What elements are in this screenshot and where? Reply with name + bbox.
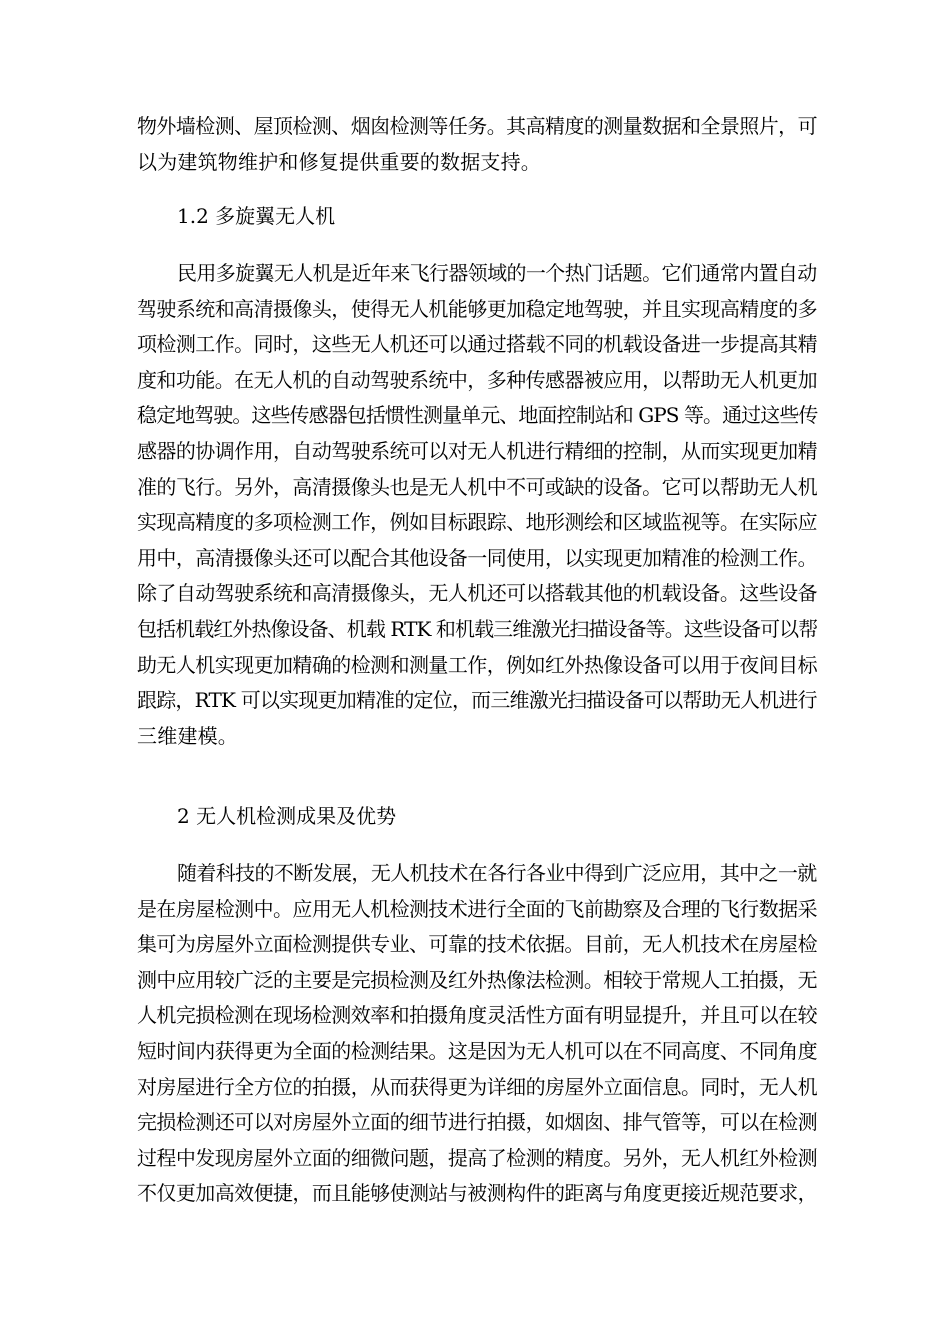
text-line: 不仅更加高效便捷，而且能够使测站与被测构件的距离与角度更接近规范要求， — [137, 1181, 817, 1206]
text-line: 民用多旋翼无人机是近年来飞行器领域的一个热门话题。它们通常内置自动 — [177, 261, 817, 285]
text-line: 准的飞行。另外，高清摄像头也是无人机中不可或缺的设备。它可以帮助无人机 — [137, 474, 817, 499]
text-line: 用中，高清摄像头还可以配合其他设备一同使用，以实现更加精准的检测工作。 — [137, 545, 817, 570]
paragraph-1-2 — [137, 256, 817, 754]
text-line: 稳定地驾驶。这些传感器包括惯性测量单元、地面控制站和 GPS 等。通过这些传 — [137, 403, 818, 428]
text-line: 随着科技的不断发展，无人机技术在各行各业中得到广泛应用，其中之一就 — [177, 861, 817, 885]
text-line: 对房屋进行全方位的拍摄，从而获得更为详细的房屋外立面信息。同时，无人机 — [137, 1074, 817, 1099]
paragraph-top — [137, 109, 817, 180]
text-line: 除了自动驾驶系统和高清摄像头，无人机还可以搭载其他的机载设备。这些设备 — [137, 581, 817, 606]
text-line: 三维建模。 — [137, 723, 238, 748]
text-line: 度和功能。在无人机的自动驾驶系统中，多种传感器被应用，以帮助无人机更加 — [137, 367, 817, 392]
section-heading-2: 2 无人机检测成果及优势 — [177, 804, 397, 828]
text-line: 过程中发现房屋外立面的细微问题，提高了检测的精度。另外，无人机红外检测 — [137, 1145, 817, 1170]
text-line: 项检测工作。同时，这些无人机还可以通过搭载不同的机载设备进一步提高其精 — [137, 332, 817, 357]
section-heading-1-2: 1.2 多旋翼无人机 — [177, 204, 336, 228]
text-line: 物外墙检测、屋顶检测、烟囱检测等任务。其高精度的测量数据和全景照片，可 — [137, 114, 817, 138]
text-line: 集可为房屋外立面检测提供专业、可靠的技术依据。目前，无人机技术在房屋检 — [137, 932, 817, 957]
text-line: 包括机载红外热像设备、机载 RTK 和机载三维激光扫描设备等。这些设备可以帮 — [137, 616, 818, 641]
text-line: 感器的协调作用，自动驾驶系统可以对无人机进行精细的控制，从而实现更加精 — [137, 438, 817, 463]
text-line: 驾驶系统和高清摄像头，使得无人机能够更加稳定地驾驶，并且实现高精度的多 — [137, 296, 817, 321]
text-line: 完损检测还可以对房屋外立面的细节进行拍摄，如烟囱、排气管等，可以在检测 — [137, 1110, 817, 1135]
text-line: 人机完损检测在现场检测效率和拍摄角度灵活性方面有明显提升，并且可以在较 — [137, 1003, 817, 1028]
text-line: 助无人机实现更加精确的检测和测量工作，例如红外热像设备可以用于夜间目标 — [137, 652, 817, 677]
paragraph-2 — [137, 856, 817, 1212]
text-line: 测中应用较广泛的主要是完损检测及红外热像法检测。相较于常规人工拍摄，无 — [137, 967, 817, 992]
text-line: 是在房屋检测中。应用无人机检测技术进行全面的飞前勘察及合理的飞行数据采 — [137, 896, 817, 921]
text-line: 实现高精度的多项检测工作，例如目标跟踪、地形测绘和区域监视等。在实际应 — [137, 510, 817, 535]
text-line: 以为建筑物维护和修复提供重要的数据支持。 — [137, 149, 541, 174]
text-line: 短时间内获得更为全面的检测结果。这是因为无人机可以在不同高度、不同角度 — [137, 1038, 817, 1063]
text-line: 跟踪，RTK 可以实现更加精准的定位，而三维激光扫描设备可以帮助无人机进行 — [137, 688, 817, 713]
